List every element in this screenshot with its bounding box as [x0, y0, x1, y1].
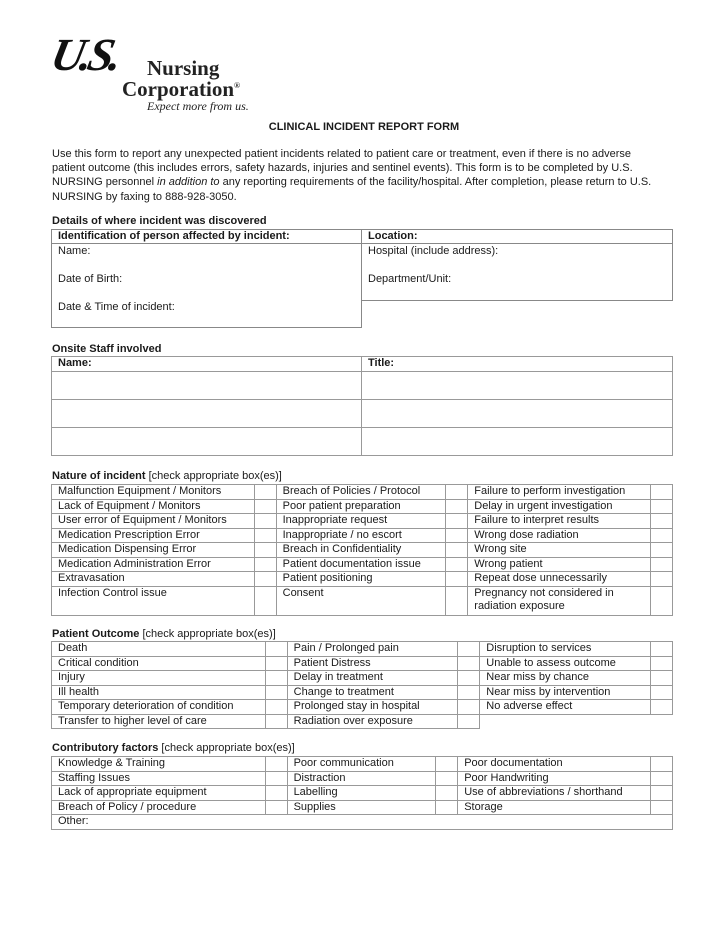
- nature-checkbox[interactable]: [446, 572, 468, 587]
- factors-heading: Contributory factors [check appropriate box(es)]: [52, 742, 295, 754]
- nature-item: Malfunction Equipment / Monitors: [52, 485, 255, 500]
- outcome-item: Unable to assess outcome: [480, 656, 651, 671]
- outcome-empty-cell: [651, 714, 673, 729]
- nature-checkbox[interactable]: [254, 586, 276, 615]
- intro-paragraph: Use this form to report any unexpected patient incidents related to patient care or treatment, even if there is no adverse patient outcome (this includes errors, safety hazards, injuries and sentinel events). This form is to be completed by U.S. NURSING personnel in addition to any reporting requirements of the facility/hospital. After completion, please return to U.S. NURSING by faxing to 888-928-3050.: [52, 148, 652, 203]
- nature-item: Pregnancy not considered in radiation exposure: [468, 586, 651, 615]
- nature-item: Medication Administration Error: [52, 557, 255, 572]
- outcome-checkbox[interactable]: [458, 671, 480, 686]
- dob-field[interactable]: Date of Birth:: [58, 273, 123, 285]
- outcome-checkbox[interactable]: [458, 700, 480, 715]
- company-logo: [46, 29, 272, 113]
- outcome-item: Prolonged stay in hospital: [287, 700, 458, 715]
- factor-item: Poor documentation: [458, 757, 651, 772]
- staff-title-cell[interactable]: [362, 427, 673, 455]
- factor-item: Breach of Policy / procedure: [52, 800, 266, 815]
- factor-checkbox[interactable]: [651, 786, 673, 801]
- nature-checkbox[interactable]: [651, 499, 673, 514]
- factor-checkbox[interactable]: [436, 771, 458, 786]
- nature-item: Failure to perform investigation: [468, 485, 651, 500]
- nature-checkbox[interactable]: [651, 528, 673, 543]
- outcome-item: Patient Distress: [287, 656, 458, 671]
- nature-checkbox[interactable]: [446, 586, 468, 615]
- nature-item: Extravasation: [52, 572, 255, 587]
- nature-checkbox[interactable]: [254, 499, 276, 514]
- outcome-item: Critical condition: [52, 656, 266, 671]
- nature-checkbox[interactable]: [651, 572, 673, 587]
- outcome-item: Injury: [52, 671, 266, 686]
- factor-checkbox[interactable]: [651, 800, 673, 815]
- nature-item: Inappropriate / no escort: [276, 528, 446, 543]
- nature-item: Lack of Equipment / Monitors: [52, 499, 255, 514]
- factor-checkbox[interactable]: [651, 757, 673, 772]
- nature-checkbox[interactable]: [446, 499, 468, 514]
- factor-item: Lack of appropriate equipment: [52, 786, 266, 801]
- outcome-checkbox[interactable]: [458, 642, 480, 657]
- nature-checkbox[interactable]: [254, 543, 276, 558]
- factor-item: Supplies: [287, 800, 436, 815]
- factor-checkbox[interactable]: [265, 771, 287, 786]
- factor-item: Poor Handwriting: [458, 771, 651, 786]
- factor-item: Knowledge & Training: [52, 757, 266, 772]
- factor-item: Distraction: [287, 771, 436, 786]
- details-heading: Details of where incident was discovered: [52, 215, 267, 227]
- outcome-item: Disruption to services: [480, 642, 651, 657]
- logo-tagline: Expect more from us.: [147, 99, 249, 113]
- nature-item: Infection Control issue: [52, 586, 255, 615]
- factor-item: Staffing Issues: [52, 771, 266, 786]
- nature-checkbox[interactable]: [651, 543, 673, 558]
- details-header-divider: [51, 243, 673, 244]
- hospital-field[interactable]: Hospital (include address):: [368, 245, 499, 257]
- logo-line1: Nursing: [147, 56, 220, 80]
- staff-title-cell[interactable]: [362, 399, 673, 427]
- nature-checkbox[interactable]: [446, 557, 468, 572]
- staff-name-cell[interactable]: [52, 427, 362, 455]
- nature-checkbox[interactable]: [446, 543, 468, 558]
- nature-heading: Nature of incident [check appropriate box(es)]: [52, 470, 282, 482]
- outcome-checkbox[interactable]: [265, 642, 287, 657]
- factor-checkbox[interactable]: [436, 800, 458, 815]
- factor-checkbox[interactable]: [265, 786, 287, 801]
- outcome-item: Pain / Prolonged pain: [287, 642, 458, 657]
- nature-item: Medication Prescription Error: [52, 528, 255, 543]
- nature-item: Wrong site: [468, 543, 651, 558]
- outcome-checkbox[interactable]: [265, 671, 287, 686]
- outcome-item: Radiation over exposure: [287, 714, 458, 729]
- factor-checkbox[interactable]: [436, 757, 458, 772]
- outcome-item: Near miss by intervention: [480, 685, 651, 700]
- nature-item: Consent: [276, 586, 446, 615]
- name-field[interactable]: Name:: [58, 245, 91, 257]
- staff-name-cell[interactable]: [52, 371, 362, 399]
- outcome-item: Temporary deterioration of condition: [52, 700, 266, 715]
- factor-item: Use of abbreviations / shorthand: [458, 786, 651, 801]
- outcome-item: Ill health: [52, 685, 266, 700]
- nature-checkbox[interactable]: [651, 586, 673, 615]
- outcome-empty-cell: [480, 714, 651, 729]
- staff-title-header: Title:: [362, 357, 673, 372]
- nature-item: Breach of Policies / Protocol: [276, 485, 446, 500]
- factor-item: Labelling: [287, 786, 436, 801]
- nature-item: Wrong dose radiation: [468, 528, 651, 543]
- person-affected-header: Identification of person affected by incident:: [58, 230, 290, 242]
- factor-checkbox[interactable]: [651, 771, 673, 786]
- nature-item: Wrong patient: [468, 557, 651, 572]
- staff-name-cell[interactable]: [52, 399, 362, 427]
- nature-item: Delay in urgent investigation: [468, 499, 651, 514]
- outcome-checkbox[interactable]: [265, 685, 287, 700]
- other-field[interactable]: Other:: [52, 815, 673, 830]
- nature-checkbox[interactable]: [651, 485, 673, 500]
- nature-checkbox[interactable]: [254, 572, 276, 587]
- staff-table: [51, 356, 673, 456]
- outcome-checkbox[interactable]: [651, 685, 673, 700]
- nature-checkbox[interactable]: [254, 557, 276, 572]
- staff-name-header: Name:: [52, 357, 362, 372]
- outcome-item: Transfer to higher level of care: [52, 714, 266, 729]
- nature-checkbox[interactable]: [651, 557, 673, 572]
- nature-item: Medication Dispensing Error: [52, 543, 255, 558]
- nature-table: [51, 484, 673, 616]
- nature-checkbox[interactable]: [446, 528, 468, 543]
- outcome-checkbox[interactable]: [458, 656, 480, 671]
- staff-title-cell[interactable]: [362, 371, 673, 399]
- factors-table: [51, 756, 673, 830]
- outcome-checkbox[interactable]: [458, 685, 480, 700]
- incident-datetime-field[interactable]: Date & Time of incident:: [58, 301, 175, 313]
- nature-checkbox[interactable]: [254, 528, 276, 543]
- nature-item: Failure to interpret results: [468, 514, 651, 529]
- factor-item: Storage: [458, 800, 651, 815]
- outcome-table: [51, 641, 673, 729]
- outcome-checkbox[interactable]: [651, 642, 673, 657]
- outcome-checkbox[interactable]: [651, 656, 673, 671]
- location-header: Location:: [368, 230, 418, 242]
- nature-item: Repeat dose unnecessarily: [468, 572, 651, 587]
- factor-item: Poor communication: [287, 757, 436, 772]
- outcome-item: Delay in treatment: [287, 671, 458, 686]
- nature-item: Inappropriate request: [276, 514, 446, 529]
- nature-item: User error of Equipment / Monitors: [52, 514, 255, 529]
- nature-item: Breach in Confidentiality: [276, 543, 446, 558]
- staff-heading: Onsite Staff involved: [52, 343, 162, 355]
- nature-checkbox[interactable]: [446, 514, 468, 529]
- factor-checkbox[interactable]: [265, 757, 287, 772]
- outcome-checkbox[interactable]: [458, 714, 480, 729]
- outcome-checkbox[interactable]: [651, 700, 673, 715]
- outcome-checkbox[interactable]: [651, 671, 673, 686]
- nature-item: Patient documentation issue: [276, 557, 446, 572]
- nature-checkbox[interactable]: [254, 485, 276, 500]
- factor-checkbox[interactable]: [436, 786, 458, 801]
- outcome-checkbox[interactable]: [265, 656, 287, 671]
- outcome-checkbox[interactable]: [265, 700, 287, 715]
- factor-checkbox[interactable]: [265, 800, 287, 815]
- outcome-item: Death: [52, 642, 266, 657]
- logo-line2: Corporation®: [122, 77, 240, 101]
- nature-checkbox[interactable]: [651, 514, 673, 529]
- nature-checkbox[interactable]: [446, 485, 468, 500]
- outcome-heading: Patient Outcome [check appropriate box(es)]: [52, 628, 276, 640]
- outcome-item: No adverse effect: [480, 700, 651, 715]
- department-field[interactable]: Department/Unit:: [368, 273, 452, 285]
- outcome-item: Near miss by chance: [480, 671, 651, 686]
- nature-item: Patient positioning: [276, 572, 446, 587]
- nature-checkbox[interactable]: [254, 514, 276, 529]
- logo-mark: U.S.: [46, 29, 124, 80]
- nature-item: Poor patient preparation: [276, 499, 446, 514]
- form-title: CLINICAL INCIDENT REPORT FORM: [268, 121, 460, 133]
- outcome-checkbox[interactable]: [265, 714, 287, 729]
- outcome-item: Change to treatment: [287, 685, 458, 700]
